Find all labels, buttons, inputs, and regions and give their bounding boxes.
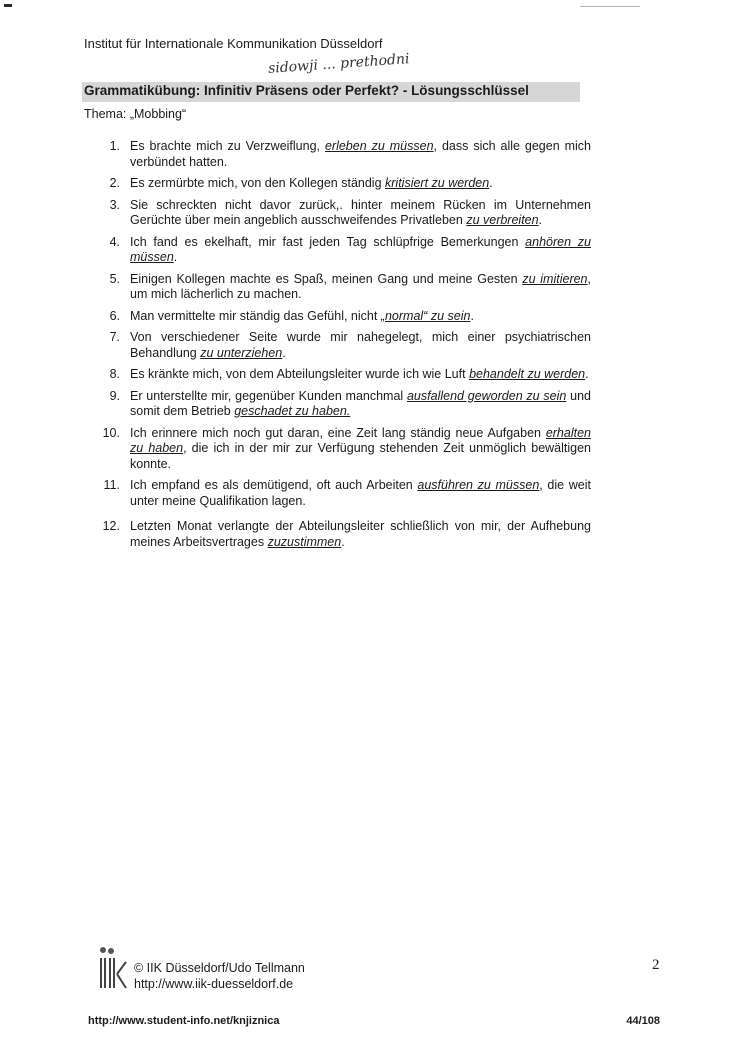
answer: kritisiert zu werden bbox=[385, 176, 490, 190]
page-title: Grammatikübung: Infinitiv Präsens oder Perfekt? - Lösungsschlüssel bbox=[84, 83, 529, 98]
item-number: 3. bbox=[109, 197, 120, 212]
page-count: 44/108 bbox=[626, 1015, 660, 1027]
item-number: 1. bbox=[109, 139, 120, 153]
item-text: Ich fand es ekelhaft, mir fast jeden Tag schlüpfrige Bemerkungen anhören zu müssen. bbox=[130, 234, 591, 264]
iik-logo-icon bbox=[98, 944, 128, 992]
answer: ausfallend geworden zu sein bbox=[406, 388, 567, 403]
item-number: 2. bbox=[109, 176, 120, 190]
item-number: 5. bbox=[109, 271, 120, 286]
item-text: Letzten Monat verlangte der Abteilungsleiter schließlich von mir, der Aufhebung meines Arbeitsvertrages zuzustimmen. bbox=[130, 519, 591, 549]
item-text: Es kränkte mich, von dem Abteilungsleiter wurde ich wie Luft behandelt zu werden. bbox=[130, 367, 589, 381]
answer: zu verbreiten bbox=[466, 213, 539, 227]
item-text: Ich empfand es als demütigend, oft auch Arbeiten ausführen zu müssen, die weit unter meine Qualifikation lagen. bbox=[130, 478, 591, 508]
answer: erleben zu müssen bbox=[324, 139, 434, 153]
answer: geschadet zu haben. bbox=[234, 404, 351, 418]
list-item bbox=[96, 426, 591, 473]
item-text: Man vermittelte mir ständig das Gefühl, nicht „normal“ zu sein. bbox=[130, 308, 474, 323]
item-number: 9. bbox=[109, 388, 120, 403]
page-number: 2 bbox=[652, 957, 660, 973]
list-item bbox=[96, 309, 591, 325]
answer: „normal“ zu sein bbox=[380, 308, 471, 323]
list-item bbox=[96, 235, 591, 266]
item-number: 11. bbox=[103, 478, 120, 492]
answer: behandelt zu werden bbox=[469, 367, 586, 381]
item-number: 10. bbox=[102, 425, 120, 440]
source-url[interactable]: http://www.student-info.net/knjiznica bbox=[88, 1015, 280, 1027]
institute-name: Institut für Internationale Kommunikation Düsseldorf bbox=[84, 36, 383, 51]
list-item bbox=[96, 519, 591, 550]
answer: zu unterziehen bbox=[200, 345, 283, 360]
item-number: 7. bbox=[109, 330, 120, 344]
list-item bbox=[96, 139, 591, 170]
item-text: Es zermürbte mich, von den Kollegen ständig kritisiert zu werden. bbox=[130, 176, 493, 190]
topic-line: Thema: „Mobbing“ bbox=[84, 107, 187, 121]
answer: erhalten zu haben bbox=[130, 425, 591, 455]
list-item bbox=[96, 478, 591, 509]
item-text: Ich erinnere mich noch gut daran, eine Zeit lang ständig neue Aufgaben erhalten zu haben, die ich in der mir zur Verfügung stehenden Zeit unmöglich bewältigen konnte. bbox=[130, 425, 592, 471]
answer: ausführen zu müssen bbox=[417, 478, 540, 492]
answer: zuzustimmen bbox=[267, 534, 342, 549]
item-number: 12. bbox=[102, 519, 120, 533]
scan-corner-mark bbox=[4, 4, 12, 7]
list-item bbox=[96, 389, 591, 420]
list-item bbox=[96, 176, 591, 192]
exercise-list bbox=[96, 139, 591, 556]
answer: zu imitieren bbox=[522, 271, 588, 286]
item-text: Er unterstellte mir, gegenüber Kunden manchmal ausfallend geworden zu sein und somit dem Betrieb geschadet zu haben. bbox=[130, 388, 591, 418]
copyright-text: © IIK Düsseldorf/Udo Tellmann bbox=[134, 961, 305, 975]
list-item bbox=[96, 367, 591, 383]
list-item bbox=[96, 198, 591, 229]
list-item bbox=[96, 330, 591, 361]
list-item bbox=[96, 272, 591, 303]
item-number: 8. bbox=[109, 367, 120, 381]
item-text: Sie schreckten nicht davor zurück,. hinter meinem Rücken im Unternehmen Gerüchte über mein angeblich ausschweifendes Privatleben zu verbreiten. bbox=[130, 197, 591, 227]
handwritten-note: sidowji ... prethodni bbox=[267, 51, 410, 77]
answer: anhören zu müssen bbox=[130, 234, 591, 264]
item-text: Von verschiedener Seite wurde mir nahegelegt, mich einer psychiatrischen Behandlung zu unterziehen. bbox=[130, 330, 591, 360]
website-link[interactable]: http://www.iik-duesseldorf.de bbox=[134, 977, 294, 991]
item-number: 6. bbox=[109, 308, 120, 323]
scan-top-line bbox=[580, 6, 640, 7]
item-text: Es brachte mich zu Verzweiflung, erleben zu müssen, dass sich alle gegen mich verbündet hatten. bbox=[130, 139, 591, 169]
item-number: 4. bbox=[109, 234, 120, 249]
item-text: Einigen Kollegen machte es Spaß, meinen Gang und meine Gesten zu imitieren, um mich lächerlich zu machen. bbox=[130, 271, 591, 301]
